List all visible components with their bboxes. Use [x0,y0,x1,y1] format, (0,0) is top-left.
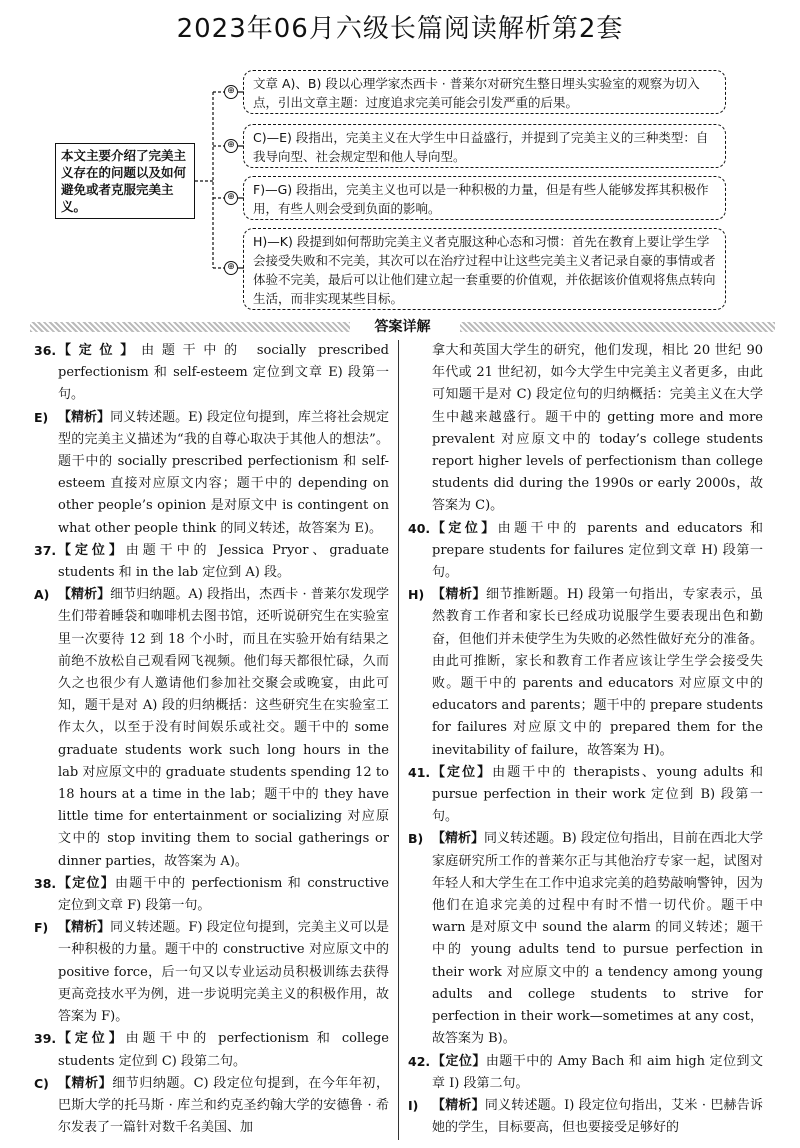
answer-item [34,1073,389,1140]
right-column [408,340,763,1139]
item-tag: 【定位】 [432,764,493,780]
branch-box-4: H)—K) 段提到如何帮助完美主义者克服这种心态和习惯：首先在教育上要让学生学会接受失败和不完美，其次可以在治疗过程中让这些完美主义者记录自豪的事情或者体验不完美，最后可以让他们建立起一套重要的价值观，并依据该价值观将焦点转向生活，而非实现某些目标。 [243,228,726,310]
answer-item [34,340,389,407]
item-label: B) [408,831,424,847]
item-label: 36. [34,343,57,358]
item-text: 同义转述题。I) 段定位句指出，艾米 · 巴赫告诉她的学生，目标要高，但也要接受足够好的 [432,1097,763,1136]
item-text: 细节归纳题。A) 段指出，杰西卡 · 普莱尔发现学生们带着睡袋和咖啡机去图书馆，还听说研究生在实验室里一次要待 12 到 18 个小时，而且在实验开始有结果之前绝不放松自己观看网飞视频。他们每天都很忙碌，久而久之也很少有人邀请他们参加社交聚会或晚宴，由此可知，题干是对 A) 段的归纳概括：这些研究生在实验室工作太久，以至于没有时间娱乐或社交。题干中的 some graduate students work such long hours in the lab 对应原文中的 graduate students spending 12 to 18 hours at a time in the lab；题干中的 they have little time for entertainment or socializing 对应原文中的 stop inviting them to social gatherings or dinner parties，故答案为 A)。 [58,587,389,869]
branch-box-3: F)—G) 段指出，完美主义也可以是一种积极的力量，但是有些人能够发挥其积极作用，有些人则会受到负面的影响。 [243,176,726,220]
answer-item [408,340,763,518]
item-text: 同义转述题。B) 段定位句指出，目前在西北大学家庭研究所工作的普莱尔正与其他治疗专家一起，试图对年轻人和大学生在工作中追求完美的趋势敲响警钟，因为他们在追求完美的过程中有时不惜一切代价。题干中 warn 是对原文中 sound the alarm 的同义转述；题干中的 young adults tend to pursue perfection in their work 对应原文中的 a tendency among young adults and college students to strive for perfection in their work—sometimes at any cost，故答案为 B)。 [432,831,763,1047]
answer-item [408,518,763,585]
answer-section-header [30,316,775,338]
answer-header-title: 答案详解 [371,319,435,335]
column-divider [398,340,399,1140]
item-tag: 【定位】 [58,875,115,891]
item-label: H) [408,587,425,603]
item-text: 由题干中的 parents and educators 和 prepare students for failures 定位到文章 H) 段第一句。 [432,520,763,581]
answer-item [408,584,763,762]
page-title: 2023年06月六级长篇阅读解析第2套 [176,14,624,44]
answer-item [34,407,389,540]
answer-item [34,1028,389,1072]
item-text: 细节推断题。H) 段第一句指出，专家表示，虽然教育工作者和家长已经成功说服学生要表现出色和勤奋，但他们并未使学生为失败的必然性做好充分的准备。由此可推断，家长和教育工作者应该让学生学会接受失败。题干中的 parents and educators 对应原文中的 educators and parents；题干中的 prepare students for failures 对应原文中的 prepared them for the inevitability of failure，故答案为 H)。 [432,587,763,758]
item-tag: 【定位】 [432,1053,486,1069]
item-tag: 【精析】 [432,831,485,847]
branch-box-2: C)—E) 段指出，完美主义在大学生中日益盛行，并提到了完美主义的三种类型：自我导向型、社会规定型和他人导向型。 [243,124,726,168]
item-text: 由题干中的 Amy Bach 和 aim high 定位到文章 I) 段第二句。 [432,1053,763,1091]
item-tag: 【精析】 [58,1075,113,1091]
answer-item [34,540,389,584]
item-tag: 【精析】 [432,587,486,603]
item-tag: 【精析】 [432,1097,485,1113]
item-text: 由题干中的 Jessica Pryor、graduate students 和 in the lab 定位到 A) 段。 [58,542,389,581]
branch-marker-icon: ⊕ [224,139,238,153]
item-text: 由题干中的 perfectionism 和 constructive 定位到文章 F) 段第一句。 [58,875,389,914]
item-text: 拿大和英国大学生的研究，他们发现，相比 20 世纪 90 年代或 21 世纪初，如今大学生中完美主义者更多，由此可知题干是对 C) 段定位句的归纳概括：完美主义在大学生中越来越盛行。题干中的 getting more and more prevalent 对应原文中的 today’s college students report higher levels of perfectionism than college students did during the 1990s or early 2000s，故答案为 C)。 [432,343,763,514]
answer-item [34,873,389,917]
item-label: 41. [408,764,431,780]
item-tag: 【定位】 [432,520,498,536]
item-label: A) [34,587,50,603]
item-tag: 【精析】 [58,920,111,936]
item-label: C) [34,1075,49,1091]
item-tag: 【定位】 [58,1031,126,1047]
answer-item [408,828,763,1050]
left-column [34,340,389,1139]
item-label: 38. [34,875,57,891]
item-label: 39. [34,1031,57,1047]
item-tag: 【精析】 [58,587,111,603]
item-label: E) [34,409,49,425]
answer-item [408,1051,763,1095]
item-label: 40. [408,520,431,536]
item-tag: 【精析】 [58,409,111,425]
item-label: 42. [408,1053,431,1069]
answer-item [34,917,389,1028]
item-text: 由题干中的 socially prescribed perfectionism 和 self-esteem 定位到文章 E) 段第一句。 [58,343,389,403]
item-text: 同义转述题。E) 段定位句提到，库兰将社会规定型的完美主义描述为“我的自尊心取决于其他人的想法”。题干中的 socially prescribed perfectionism 和 self-esteem 直接对应原文内容；题干中的 depending on other people’s opinion 是对原文中 is contingent on what other people think 的同义转述，故答案为 E)。 [58,409,389,536]
item-text: 由题干中的 perfectionism 和 college students 定位到 C) 段第二句。 [58,1031,389,1069]
item-tag: 【定位】 [58,542,126,558]
item-text: 细节归纳题。C) 段定位句提到，在今年年初，巴斯大学的托马斯 · 库兰和约克圣约翰大学的安德鲁 · 希尔发表了一篇针对数千名美国、加 [58,1075,389,1136]
item-label: F) [34,920,49,936]
branch-marker-icon: ⊕ [224,191,238,205]
branch-marker-icon: ⊕ [224,261,238,275]
summary-box: 本文主要介绍了完美主义存在的问题以及如何避免或者克服完美主义。 [55,143,195,219]
item-label: I) [408,1097,419,1113]
item-label: 37. [34,542,57,558]
answer-item [34,584,389,873]
item-text: 由题干中的 therapists、young adults 和 pursue perfection in their work 定位到 B) 段第一句。 [432,764,763,825]
branch-box-1: 文章 A)、B) 段以心理学家杰西卡 · 普莱尔对研究生整日埋头实验室的观察为切入点，引出文章主题：过度追求完美可能会引发严重的后果。 [243,70,726,114]
item-tag: 【定位】 [58,343,142,358]
answer-item [408,1095,763,1139]
item-text: 同义转述题。F) 段定位句提到，完美主义可以是一种积极的力量。题干中的 constructive 对应原文中的 positive force，后一句又以专业运动员积极训练去获得更高竞技水平为例，进一步说明完美主义的积极作用，故答案为 F)。 [58,920,389,1025]
branch-marker-icon: ⊕ [224,85,238,99]
answer-item [408,762,763,829]
